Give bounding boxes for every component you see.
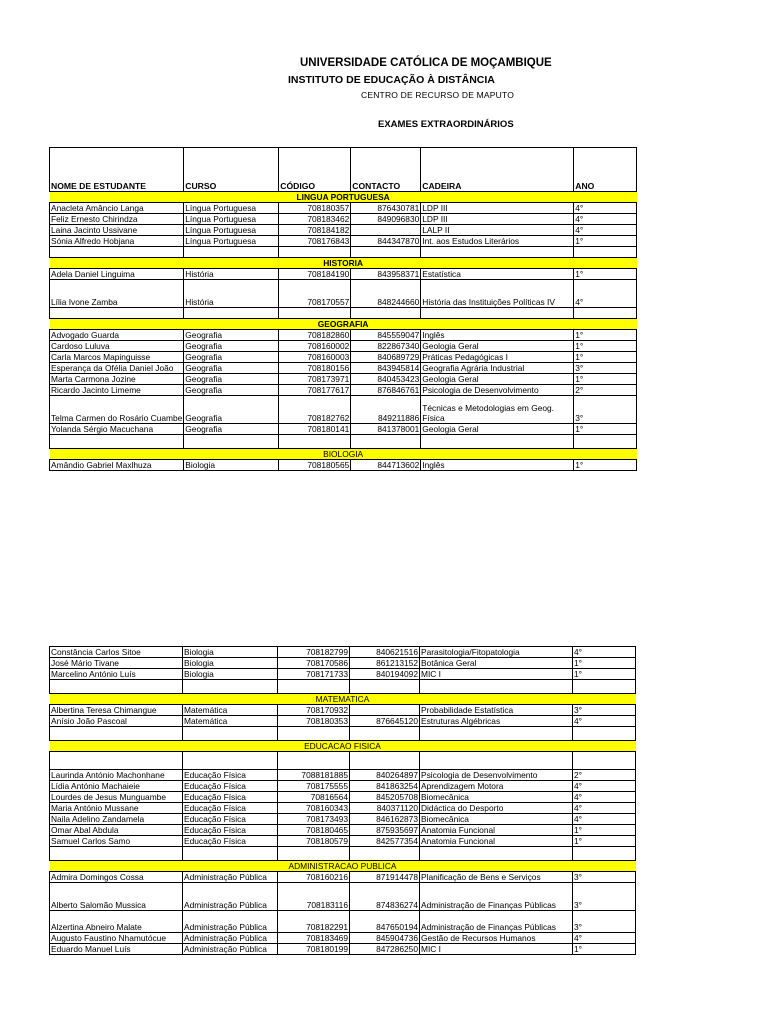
subject: Gestão de Recursos Humanos [420,933,573,944]
course: Geografia [184,341,279,352]
student-name: Augusto Faustino Nhamutócue [50,933,183,944]
contact: 843945814 [351,363,421,374]
student-name: Laina Jacinto Ussivane [50,225,184,236]
table-row [50,911,636,933]
contact: 843958371 [351,269,421,280]
student-code: 708184182 [279,225,351,236]
student-code: 708176843 [279,236,351,247]
student-name: Cardoso Luluva [50,341,184,352]
year: 1° [573,658,636,669]
column-header: CONTACTO [351,148,421,192]
year: 3° [574,363,637,374]
contact: 844713602 [351,460,421,471]
section-label: HISTORIA [50,258,637,269]
table-row [50,424,637,435]
course: Biologia [183,647,278,658]
subject: Parasitologia/Fitopatologia [420,647,573,658]
contact: 845559047 [351,330,421,341]
contact: 840689729 [351,352,421,363]
table-row [50,716,636,727]
student-name: Carla Marcos Mapinguisse [50,352,184,363]
student-code: 708180565 [279,460,351,471]
section-label: GEOGRAFIA [50,319,637,330]
contact: 871914478 [350,872,420,883]
student-code: 708180353 [278,716,350,727]
section-row [50,741,636,752]
table-row [50,280,637,308]
exam-table-page-1 [49,147,637,471]
centre-title: CENTRO DE RECURSO DE MAPUTO [361,90,515,100]
column-header: CÓDIGO [279,148,351,192]
blank-row [50,752,636,770]
blank-row [50,308,637,319]
subject: Geologia Geral [421,424,574,435]
year: 1° [574,374,637,385]
table-row [50,792,636,803]
year: 4° [573,781,636,792]
student-code: 708182762 [279,396,351,424]
contact [350,705,420,716]
subject: Int. aos Estudos Literários [421,236,574,247]
student-code: 708175555 [278,781,350,792]
contact: 841863254 [350,781,420,792]
subject: Estatística [421,269,574,280]
year: 1° [573,836,636,847]
section-row [50,861,636,872]
year: 4° [574,225,637,236]
student-name: Anacleta Amâncio Langa [50,203,184,214]
university-title: UNIVERSIDADE CATÓLICA DE MOÇAMBIQUE [300,57,552,69]
contact: 848244660 [351,280,421,308]
blank-row [50,435,637,449]
year: 4° [574,214,637,225]
student-name: Omar Abal Abdula [50,825,183,836]
contact: 849211886 [351,396,421,424]
student-code: 708160216 [278,872,350,883]
subject: Botânica Geral [420,658,573,669]
student-code: 708160002 [279,341,351,352]
contact: 840371120 [350,803,420,814]
student-code: 708171733 [278,669,350,680]
student-name: Ricardo Jacinto Limeme [50,385,184,396]
student-code: 708177617 [279,385,351,396]
student-code: 708180357 [279,203,351,214]
course: Educação Física [183,836,278,847]
student-name: Samuel Carlos Samo [50,836,183,847]
subject: MIC I [420,669,573,680]
subject: Probabilidade Estatística [420,705,573,716]
subject: Anatomia Funcional [420,836,573,847]
student-code: 708170932 [278,705,350,716]
student-code: 708183116 [278,883,350,911]
student-code: 70816564 [278,792,350,803]
column-header: CADEIRA [421,148,574,192]
table-row [50,781,636,792]
student-name: Maria António Mussane [50,803,183,814]
student-code: 708180156 [279,363,351,374]
table-row [50,341,637,352]
student-code: 708180199 [278,944,350,955]
student-name: Admira Domingos Cossa [50,872,183,883]
student-name: Amândio Gabriel Maxlhuza [50,460,184,471]
subject: Biomecânica [420,792,573,803]
year: 3° [573,883,636,911]
course: Geografia [184,385,279,396]
student-code: 708182799 [278,647,350,658]
course: Matemática [183,705,278,716]
subject: Psicologia de Desenvolvimento [420,770,573,781]
table-header-row [50,148,637,192]
table-row [50,363,637,374]
subject: Técnicas e Metodologias em Geog. Física [421,396,574,424]
subject: Aprendizagem Motora [420,781,573,792]
table-row [50,269,637,280]
contact: 840194092 [350,669,420,680]
table-row [50,705,636,716]
course: Língua Portuguesa [184,236,279,247]
contact: 847650194 [350,911,420,933]
student-name: Marcelino António Luís [50,669,183,680]
student-name: Lídia António Machaieie [50,781,183,792]
course: Língua Portuguesa [184,225,279,236]
table-row [50,669,636,680]
contact: 846162873 [350,814,420,825]
exam-table-page-2 [49,646,636,955]
section-row [50,319,637,330]
student-name: Yolanda Sérgio Macuchana [50,424,184,435]
year: 1° [574,330,637,341]
student-name: Laurinda António Machonhane [50,770,183,781]
year: 1° [573,944,636,955]
contact: 876846761 [351,385,421,396]
subject: Psicologia de Desenvolvimento [421,385,574,396]
subject: MIC I [420,944,573,955]
course: Administração Pública [183,911,278,933]
subject: LALP II [421,225,574,236]
year: 3° [573,872,636,883]
student-name: Lília Ivone Zamba [50,280,184,308]
year: 4° [574,280,637,308]
subject: Inglês [421,330,574,341]
table-row [50,374,637,385]
table-row [50,225,637,236]
table-row [50,872,636,883]
student-code: 7088181885 [278,770,350,781]
contact: 840453423 [351,374,421,385]
table-row [50,330,637,341]
section-label: ADMINISTRACAO PUBLICA [50,861,636,872]
student-name: José Mário Tivane [50,658,183,669]
subject: LDP III [421,203,574,214]
student-name: Esperança da Ofélia Daniel João [50,363,184,374]
student-code: 708183462 [279,214,351,225]
course: Educação Física [183,803,278,814]
contact: 874836274 [350,883,420,911]
course: Geografia [184,424,279,435]
student-code: 708183469 [278,933,350,944]
subject: Anatomia Funcional [420,825,573,836]
table-row [50,385,637,396]
student-name: Naila Adelino Zandamela [50,814,183,825]
contact: 876430781 [351,203,421,214]
student-code: 708182860 [279,330,351,341]
student-name: Alberto Salomão Mussica [50,883,183,911]
table-row [50,883,636,911]
section-label: EDUCACAO FISICA [50,741,636,752]
course: Administração Pública [183,933,278,944]
blank-row [50,680,636,694]
table-row [50,396,637,424]
year: 3° [573,705,636,716]
year: 3° [574,396,637,424]
course: Geografia [184,374,279,385]
column-header: ANO [574,148,637,192]
year: 1° [574,424,637,435]
course: Administração Pública [183,944,278,955]
student-code: 708180579 [278,836,350,847]
year: 4° [573,792,636,803]
year: 2° [574,385,637,396]
subject: Didáctica do Desporto [420,803,573,814]
year: 1° [574,341,637,352]
section-row [50,192,637,203]
student-code: 708184190 [279,269,351,280]
course: Administração Pública [183,872,278,883]
subject: Geologia Geral [421,341,574,352]
year: 1° [573,825,636,836]
subject: Estruturas Algébricas [420,716,573,727]
table-row [50,214,637,225]
year: 3° [573,911,636,933]
course: Língua Portuguesa [184,203,279,214]
student-name: Sónia Alfredo Hobjana [50,236,184,247]
year: 4° [573,814,636,825]
year: 4° [573,647,636,658]
blank-row [50,847,636,861]
table-row [50,236,637,247]
contact: 841378001 [351,424,421,435]
blank-row [50,247,637,258]
contact [351,225,421,236]
student-code: 708173971 [279,374,351,385]
student-name: Albertina Teresa Chimangue [50,705,183,716]
course: Geografia [184,363,279,374]
subject: Planificação de Bens e Serviços [420,872,573,883]
year: 4° [573,803,636,814]
student-code: 708170557 [279,280,351,308]
subject: Inglês [421,460,574,471]
year: 1° [574,236,637,247]
table-row [50,836,636,847]
contact: 847286250 [350,944,420,955]
subject: Biomecânica [420,814,573,825]
column-header: NOME DE ESTUDANTE [50,148,184,192]
contact: 875935697 [350,825,420,836]
section-row [50,449,637,460]
section-label: BIOLOGIA [50,449,637,460]
contact: 822867340 [351,341,421,352]
table-row [50,203,637,214]
student-name: Marta Carmona Jozine [50,374,184,385]
course: Educação Física [183,781,278,792]
contact: 840621516 [350,647,420,658]
year: 1° [574,352,637,363]
year: 2° [573,770,636,781]
contact: 844347870 [351,236,421,247]
contact: 849096830 [351,214,421,225]
student-name: Anísio João Pascoal [50,716,183,727]
contact: 845904736 [350,933,420,944]
student-name: Constância Carlos Sitoe [50,647,183,658]
student-code: 708180465 [278,825,350,836]
year: 4° [574,203,637,214]
student-name: Lourdes de Jesus Munguambe [50,792,183,803]
year: 4° [573,933,636,944]
year: 1° [573,669,636,680]
student-code: 708160003 [279,352,351,363]
year: 4° [573,716,636,727]
contact: 840264897 [350,770,420,781]
table-row [50,770,636,781]
course: Matemática [183,716,278,727]
student-code: 708180141 [279,424,351,435]
course: Educação Física [183,825,278,836]
contact: 861213152 [350,658,420,669]
course: Administração Pública [183,883,278,911]
course: Geografia [184,330,279,341]
table-row [50,944,636,955]
course: Educação Física [183,770,278,781]
blank-row [50,727,636,741]
table-row [50,814,636,825]
section-label: MATEMATICA [50,694,636,705]
course: Geografia [184,352,279,363]
student-name: Telma Carmen do Rosário Cuambe [50,396,184,424]
course: Biologia [183,658,278,669]
course: História [184,280,279,308]
table-row [50,460,637,471]
document-title: EXAMES EXTRAORDINÁRIOS [378,119,514,130]
course: Biologia [184,460,279,471]
column-header: CURSO [184,148,279,192]
student-name: Adela Daniel Linguima [50,269,184,280]
student-code: 708170586 [278,658,350,669]
table-row [50,803,636,814]
course: Língua Portuguesa [184,214,279,225]
student-name: Alzertina Abneiro Malate [50,911,183,933]
subject: Administração de Finanças Públicas [420,911,573,933]
course: Biologia [183,669,278,680]
table-row [50,825,636,836]
year: 1° [574,269,637,280]
student-code: 708182291 [278,911,350,933]
student-code: 708160343 [278,803,350,814]
section-row [50,258,637,269]
section-label: LINGUA PORTUGUESA [50,192,637,203]
student-name: Eduardo Manuel Luís [50,944,183,955]
course: Geografia [184,396,279,424]
subject: Geologia Geral [421,374,574,385]
subject: Práticas Pedagógicas I [421,352,574,363]
year: 1° [574,460,637,471]
student-name: Advogado Guarda [50,330,184,341]
contact: 876645120 [350,716,420,727]
subject: História das Instituições Políticas IV [421,280,574,308]
subject: Geografia Agrária Industrial [421,363,574,374]
table-row [50,352,637,363]
course: Educação Física [183,792,278,803]
section-row [50,694,636,705]
student-name: Feliz Ernesto Chirindza [50,214,184,225]
subject: LDP III [421,214,574,225]
subject: Administração de Finanças Públicas [420,883,573,911]
course: Educação Física [183,814,278,825]
table-row [50,658,636,669]
course: História [184,269,279,280]
table-row [50,933,636,944]
student-code: 708173493 [278,814,350,825]
institute-title: INSTITUTO DE EDUCAÇÃO À DISTÂNCIA [288,74,495,86]
contact: 845205708 [350,792,420,803]
table-row [50,647,636,658]
contact: 842577354 [350,836,420,847]
